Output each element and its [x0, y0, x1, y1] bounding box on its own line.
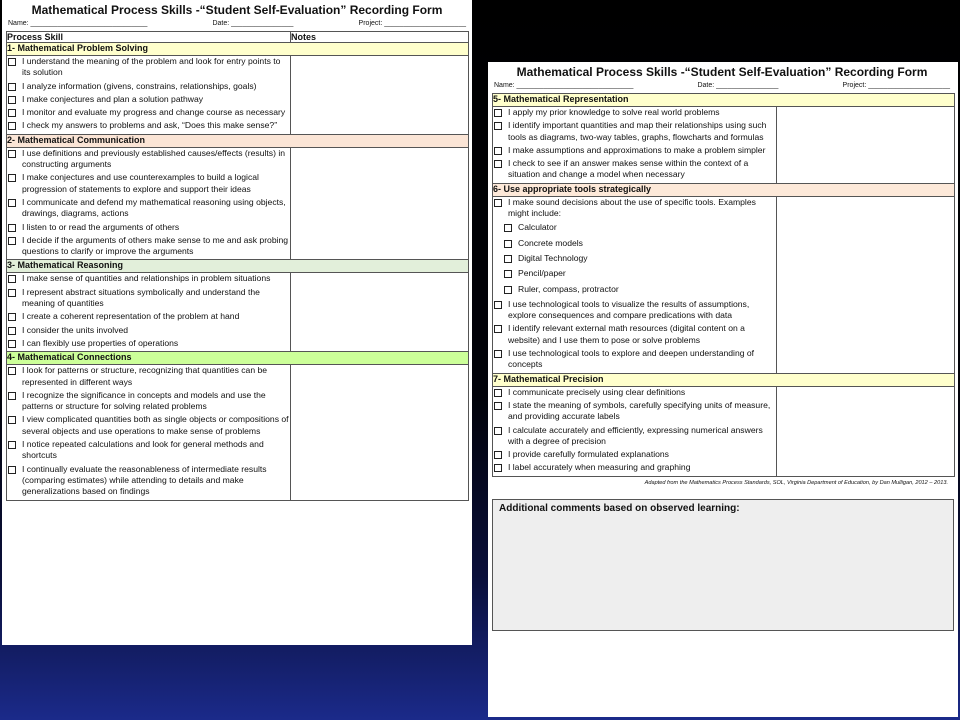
list-item: I make conjectures and plan a solution pathway	[7, 94, 290, 105]
list-item: I notice repeated calculations and look for general methods and shortcuts	[7, 439, 290, 462]
list-item: I use technological tools to visualize the results of assumptions, explore consequences and compare predications with data	[493, 299, 776, 322]
sub-item: Calculator	[503, 222, 776, 233]
list-item: I provide carefully formulated explanations	[493, 449, 776, 460]
checkbox-icon[interactable]	[504, 255, 512, 263]
notes-cell[interactable]	[777, 196, 955, 373]
section-header-representation: 5- Mathematical Representation	[493, 94, 955, 107]
checkbox-icon[interactable]	[504, 240, 512, 248]
form-page-right	[488, 62, 958, 717]
column-header-notes: Notes	[291, 32, 469, 43]
checkbox-icon[interactable]	[8, 109, 16, 117]
list-item: I look for patterns or structure, recognizing that quantities can be represented in different ways	[7, 365, 290, 388]
checkbox-icon[interactable]	[494, 301, 502, 309]
checkbox-icon[interactable]	[494, 122, 502, 130]
form-meta-line	[6, 20, 468, 27]
list-item: I understand the meaning of the problem and look for entry points to its solution	[7, 56, 290, 79]
list-item: I create a coherent representation of the problem at hand	[7, 311, 290, 322]
section-items-connections	[7, 365, 291, 500]
sub-item: Ruler, compass, protractor	[503, 284, 776, 295]
list-item: I view complicated quantities both as single objects or compositions of several objects and use operations to make sense of problems	[7, 414, 290, 437]
checkbox-icon[interactable]	[8, 313, 16, 321]
additional-comments-title: Additional comments based on observed learning:	[499, 502, 740, 514]
list-item: I continually evaluate the reasonableness of intermediate results (comparing estimates) while attending to details and make generalizations based on findings	[7, 464, 290, 498]
section-items-precision	[493, 386, 777, 476]
section-items-problem-solving	[7, 56, 291, 135]
list-item: I decide if the arguments of others make sense to me and ask probing questions to clarify or improve the arguments	[7, 235, 290, 258]
list-item: I communicate precisely using clear definitions	[493, 387, 776, 398]
checkbox-icon[interactable]	[8, 416, 16, 424]
source-attribution: Adapted from the Mathematics Process Standards, SOL, Virginia Department of Education, by Dan Mulligan, 2012 – 2013.	[644, 479, 948, 486]
list-item: I analyze information (givens, constrains, relationships, goals)	[7, 81, 290, 92]
checkbox-icon[interactable]	[8, 174, 16, 182]
skills-table-left	[6, 31, 469, 501]
list-item: I identify important quantities and map their relationships using such tools as diagrams, two-way tables, graphs, flowcharts and formulas	[493, 120, 776, 143]
checkbox-icon[interactable]	[8, 122, 16, 130]
list-item: I check my answers to problems and ask, “Does this make sense?”	[7, 120, 290, 131]
checkbox-icon[interactable]	[494, 147, 502, 155]
checkbox-icon[interactable]	[494, 389, 502, 397]
checkbox-icon[interactable]	[8, 340, 16, 348]
sub-item: Digital Technology	[503, 253, 776, 264]
list-item: I represent abstract situations symbolically and understand the meaning of quantities	[7, 287, 290, 310]
checkbox-icon[interactable]	[8, 327, 16, 335]
checkbox-icon[interactable]	[8, 58, 16, 66]
checkbox-icon[interactable]	[504, 224, 512, 232]
list-item: I check to see if an answer makes sense within the context of a situation and change a model when necessary	[493, 158, 776, 181]
checkbox-icon[interactable]	[8, 224, 16, 232]
list-item: I make conjectures and use counterexamples to build a logical progression of statements to explore and support their ideas	[7, 172, 290, 195]
sub-item: Pencil/paper	[503, 268, 776, 279]
notes-cell[interactable]	[777, 386, 955, 476]
form-meta-line	[492, 82, 952, 89]
sub-item: Concrete models	[503, 238, 776, 249]
list-item: I identify relevant external math resources (digital content on a website) and I use them to pose or solve problems	[493, 323, 776, 346]
section-header-tools: 6- Use appropriate tools strategically	[493, 183, 955, 196]
checkbox-icon[interactable]	[494, 464, 502, 472]
name-field[interactable]: Name: ______________________________	[494, 82, 634, 89]
list-item: I listen to or read the arguments of others	[7, 222, 290, 233]
form-title: Mathematical Process Skills -“Student Self-Evaluation” Recording Form	[516, 65, 928, 79]
project-field[interactable]: Project: _____________________	[842, 82, 950, 89]
list-item: I use technological tools to explore and deepen understanding of concepts	[493, 348, 776, 371]
notes-cell[interactable]	[777, 107, 955, 184]
name-field[interactable]: Name: ______________________________	[8, 20, 148, 27]
checkbox-icon[interactable]	[494, 427, 502, 435]
checkbox-icon[interactable]	[504, 286, 512, 294]
section-header-reasoning: 3- Mathematical Reasoning	[7, 260, 469, 273]
section-header-connections: 4- Mathematical Connections	[7, 352, 469, 365]
notes-cell[interactable]	[291, 147, 469, 260]
list-item: I recognize the significance in concepts and models and use the patterns or structure for solving related problems	[7, 390, 290, 413]
list-item: I use definitions and previously established causes/effects (results) in constructing arguments	[7, 148, 290, 171]
checkbox-icon[interactable]	[494, 325, 502, 333]
notes-cell[interactable]	[291, 273, 469, 352]
checkbox-icon[interactable]	[494, 160, 502, 168]
checkbox-icon[interactable]	[8, 289, 16, 297]
checkbox-icon[interactable]	[8, 237, 16, 245]
project-field[interactable]: Project: _____________________	[358, 20, 466, 27]
list-item: I label accurately when measuring and graphing	[493, 462, 776, 473]
list-item: I monitor and evaluate my progress and change course as necessary	[7, 107, 290, 118]
date-field[interactable]: Date: ________________	[212, 20, 294, 27]
checkbox-icon[interactable]	[8, 150, 16, 158]
column-header-skill: Process Skill	[7, 32, 291, 43]
checkbox-icon[interactable]	[494, 109, 502, 117]
section-header-communication: 2- Mathematical Communication	[7, 134, 469, 147]
checkbox-icon[interactable]	[504, 270, 512, 278]
date-field[interactable]: Date: ________________	[697, 82, 779, 89]
checkbox-icon[interactable]	[8, 466, 16, 474]
checkbox-icon[interactable]	[494, 350, 502, 358]
notes-cell[interactable]	[291, 365, 469, 500]
section-items-communication	[7, 147, 291, 260]
checkbox-icon[interactable]	[8, 367, 16, 375]
list-item: I consider the units involved	[7, 325, 290, 336]
checkbox-icon[interactable]	[8, 275, 16, 283]
list-item: I make sound decisions about the use of specific tools. Examples might include:	[493, 197, 776, 220]
section-header-precision: 7- Mathematical Precision	[493, 373, 955, 386]
checkbox-icon[interactable]	[494, 199, 502, 207]
checkbox-icon[interactable]	[8, 83, 16, 91]
list-item: I make sense of quantities and relationships in problem situations	[7, 273, 290, 284]
checkbox-icon[interactable]	[494, 451, 502, 459]
notes-cell[interactable]	[291, 56, 469, 135]
section-items-tools	[493, 196, 777, 373]
section-items-representation	[493, 107, 777, 184]
list-item: I can flexibly use properties of operations	[7, 338, 290, 349]
checkbox-icon[interactable]	[8, 96, 16, 104]
section-header-problem-solving: 1- Mathematical Problem Solving	[7, 43, 469, 56]
checkbox-icon[interactable]	[8, 441, 16, 449]
skills-table-right	[492, 93, 955, 477]
list-item: I apply my prior knowledge to solve real world problems	[493, 107, 776, 118]
form-title: Mathematical Process Skills -“Student Self-Evaluation” Recording Form	[31, 3, 443, 17]
list-item: I calculate accurately and efficiently, expressing numerical answers with a degree of precision	[493, 425, 776, 448]
list-item: I make assumptions and approximations to make a problem simpler	[493, 145, 776, 156]
checkbox-icon[interactable]	[8, 392, 16, 400]
section-items-reasoning	[7, 273, 291, 352]
checkbox-icon[interactable]	[8, 199, 16, 207]
list-item: I state the meaning of symbols, carefully specifying units of measure, and providing accurate labels	[493, 400, 776, 423]
form-page-left	[2, 0, 472, 645]
additional-comments-box[interactable]	[492, 499, 954, 631]
checkbox-icon[interactable]	[494, 402, 502, 410]
list-item: I communicate and defend my mathematical reasoning using objects, drawings, diagrams, actions	[7, 197, 290, 220]
